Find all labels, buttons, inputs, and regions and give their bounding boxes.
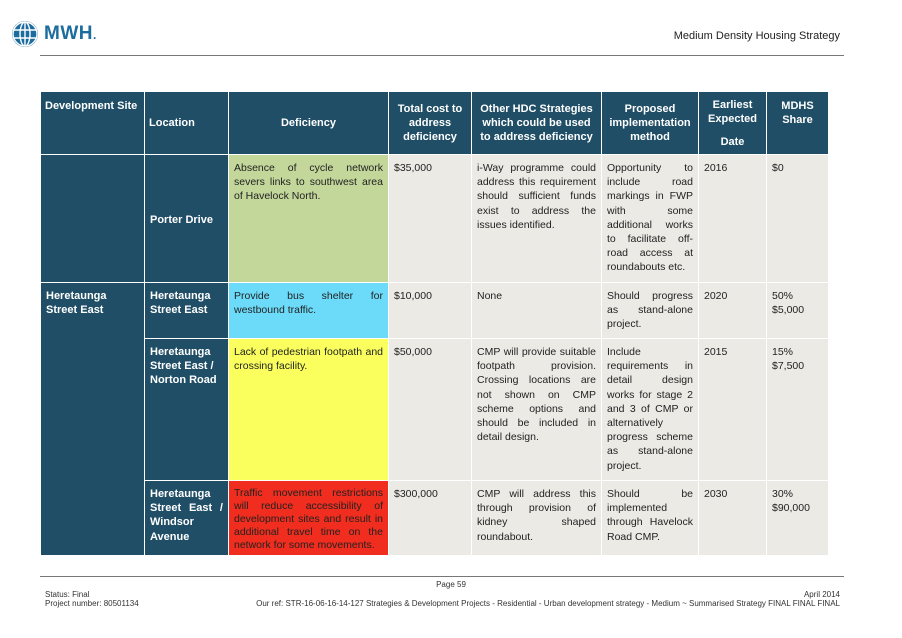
- status-text: Status: Final: [45, 590, 90, 599]
- globe-icon: [12, 21, 38, 47]
- project-number: Project number: 80501134: [45, 599, 139, 608]
- implementation-method-cell: Opportunity to include road markings in FWP with some additional works to facilitate off-road access at roundabouts etc.: [602, 155, 699, 283]
- other-strategies-cell: i-Way programme could address this requirement should sufficient funds exist to address the issues identified.: [472, 155, 602, 283]
- deficiency-cell: Lack of pedestrian footpath and crossing facility.: [229, 339, 389, 481]
- table-row: [41, 339, 829, 481]
- header-other-strategies: Other HDC Strategies which could be used to address deficiency: [472, 92, 602, 155]
- mdhs-share-cell: 15% $7,500: [767, 339, 829, 481]
- mdhs-share-cell: 30% $90,000: [767, 481, 829, 556]
- table-row: [41, 283, 829, 339]
- deficiency-cell: Absence of cycle network severs links to southwest area of Havelock North.: [229, 155, 389, 283]
- footer-divider: [40, 576, 844, 577]
- company-logo: [12, 21, 97, 47]
- header-divider: [40, 55, 844, 56]
- implementation-method-cell: Include requirements in detail design works for stage 2 and 3 of CMP or alternatively progress scheme as stand-alone project.: [602, 339, 699, 481]
- implementation-method-cell: Should be implemented through Havelock Road CMP.: [602, 481, 699, 556]
- header-earliest-date: Earliest Expected Date: [699, 92, 767, 155]
- location-cell: Porter Drive: [145, 155, 229, 283]
- cost-cell: $300,000: [389, 481, 472, 556]
- mdhs-share-cell: 50% $5,000: [767, 283, 829, 339]
- table-row: [41, 481, 829, 556]
- logo-text: MWH.: [44, 23, 97, 44]
- location-cell: Heretaunga Street East / Windsor Avenue: [145, 481, 229, 556]
- date-cell: 2030: [699, 481, 767, 556]
- development-site-cell: Heretaunga Street East: [41, 283, 145, 556]
- table-row: [41, 155, 829, 283]
- header-location: Location: [145, 92, 229, 155]
- date-cell: 2016: [699, 155, 767, 283]
- other-strategies-cell: CMP will address this through provision of kidney shaped roundabout.: [472, 481, 602, 556]
- header-deficiency: Deficiency: [229, 92, 389, 155]
- mdhs-share-cell: $0: [767, 155, 829, 283]
- other-strategies-cell: CMP will provide suitable footpath provision. Crossing locations are not shown on CMP scheme options and should be included in detail design.: [472, 339, 602, 481]
- table-header-row: [41, 92, 829, 155]
- date-cell: 2020: [699, 283, 767, 339]
- header-development-site: Development Site: [41, 92, 145, 155]
- header-mdhs-share: MDHS Share: [767, 92, 829, 155]
- page-number: Page 59: [436, 580, 466, 589]
- implementation-method-cell: Should progress as stand-alone project.: [602, 283, 699, 339]
- location-cell: Heretaunga Street East: [145, 283, 229, 339]
- document-title: Medium Density Housing Strategy: [673, 30, 840, 42]
- development-site-cell: [41, 155, 145, 283]
- footer-reference: Our ref: STR-16-06-16-14-127 Strategies & Development Projects - Residential - Urban development strategy - Medium ~ Summarised Strategy FINAL FINAL FINAL: [256, 599, 840, 608]
- header-total-cost: Total cost to address deficiency: [389, 92, 472, 155]
- deficiency-cell: Traffic movement restrictions will reduce accessibility of development sites and result in additional travel time on the network for some movements.: [229, 481, 389, 556]
- location-cell: Heretaunga Street East / Norton Road: [145, 339, 229, 481]
- deficiency-table: [40, 91, 828, 556]
- cost-cell: $10,000: [389, 283, 472, 339]
- footer-date: April 2014: [803, 590, 840, 599]
- date-cell: 2015: [699, 339, 767, 481]
- deficiency-cell: Provide bus shelter for westbound traffic.: [229, 283, 389, 339]
- other-strategies-cell: None: [472, 283, 602, 339]
- cost-cell: $50,000: [389, 339, 472, 481]
- cost-cell: $35,000: [389, 155, 472, 283]
- header-implementation-method: Proposed implementation method: [602, 92, 699, 155]
